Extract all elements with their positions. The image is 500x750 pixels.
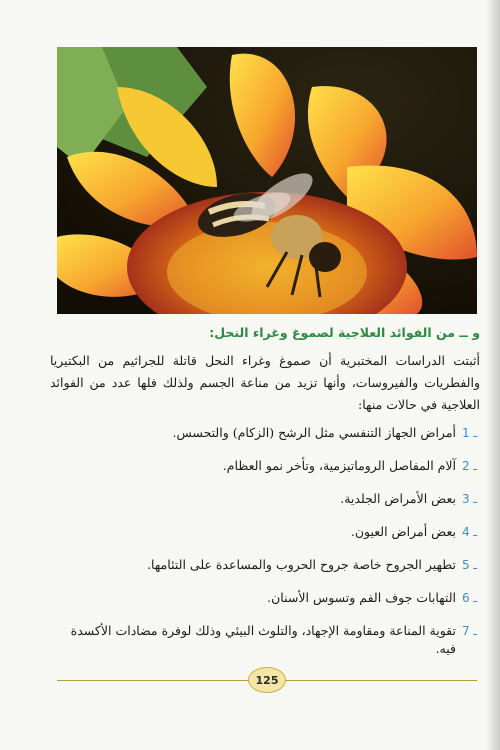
list-item-text: تطهير الجروح خاصة جروح الحروب والمساعدة على التئامها. [147,557,456,572]
benefits-section [50,322,480,655]
list-number: 7 ـ [462,624,477,638]
intro-paragraph: أثبتت الدراسات المختبرية أن صموغ وغراء النحل قاتلة للجراثيم من البكتيريا والفطريات والفيروسات، وأنها تزيد من مناعة الجسم ولذلك فلها عدد من الفوائد العلاجية في حالات منها: [50,353,480,412]
bee-on-flower-photo [57,47,477,314]
list-item [50,457,480,490]
list-item-text: تقوية المناعة ومقاومة الإجهاد، والتلوث البيئي وذلك لوفرة مضادات الأكسدة فيه. [70,623,456,656]
list-number: 4 ـ [462,525,477,539]
list-number: 1 ـ [462,426,477,440]
benefits-list [50,424,480,655]
list-number: 3 ـ [462,492,477,506]
list-item-text: التهابات جوف الفم وتسوس الأسنان. [267,590,456,605]
list-item [50,490,480,523]
list-item [50,523,480,556]
section-heading: و ــ من الفوائد العلاجية لصموغ وغراء النحل: [209,325,480,340]
list-item [50,622,480,655]
list-item-text: بعض أمراض العيون. [350,524,456,539]
list-item [50,589,480,622]
list-item-text: آلام المفاصل الروماتيزمية، وتأخر نمو العظام. [222,458,456,473]
list-number: 5 ـ [462,558,477,572]
list-item-text: بعض الأمراض الجلدية. [340,491,456,506]
list-item [50,424,480,457]
page-edge-shadow [486,0,500,750]
list-number: 6 ـ [462,591,477,605]
list-number: 2 ـ [462,459,477,473]
page-number: 125 [248,667,286,693]
list-item [50,556,480,589]
list-item-text: أمراض الجهاز التنفسي مثل الرشح (الزكام) والتحسس. [172,425,456,440]
